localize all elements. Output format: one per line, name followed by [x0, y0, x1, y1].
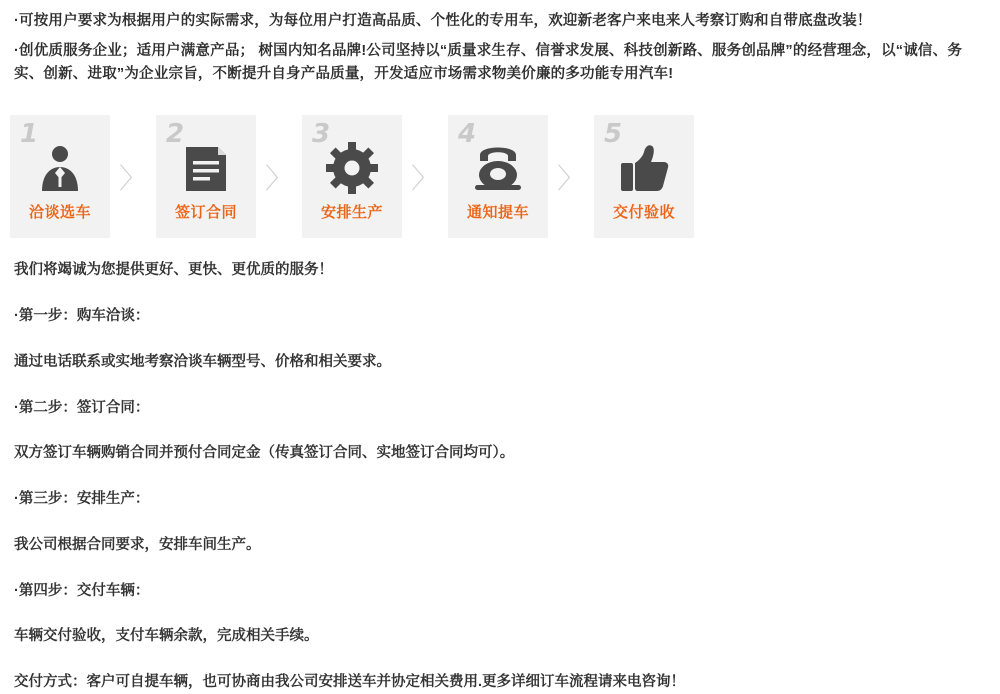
person-icon — [29, 139, 91, 197]
body-paragraph-7: 我公司根据合同要求，安排车间生产。 — [14, 536, 261, 553]
step-number: 4 — [458, 119, 477, 150]
intro-line-2: ·创优质服务企业；适用户满意产品； 树国内知名品牌!公司坚持以“质量求生存、信誉求发展、科技创新路、服务创品牌”的经营理念，以“诚信、务实、创新、进取”为企业宗旨，不断提升自身产品质量，开发适应市场需求物美价廉的多功能专用汽车! — [14, 43, 963, 82]
body-paragraph-4: ·第二步：签订合同： — [14, 399, 150, 416]
body-paragraph-10: 交付方式：客户可自提车辆，也可协商由我公司安排送车并协定相关费用.更多详细订车流程请来电咨询！ — [14, 674, 686, 691]
body-paragraph-8: ·第四步：交付车辆： — [14, 582, 150, 599]
intro-section — [0, 0, 1000, 85]
step-card-3 — [302, 115, 402, 238]
step-label: 安排生产 — [320, 204, 383, 222]
step-card-5 — [594, 115, 694, 238]
thumbs-up-icon — [613, 139, 675, 197]
document-icon — [175, 139, 237, 197]
chevron-right-icon-4: 〉 — [556, 161, 585, 195]
step-card-1 — [10, 115, 110, 238]
step-card-4 — [448, 115, 548, 238]
body-paragraph-6: ·第三步：安排生产： — [14, 491, 150, 508]
step-number: 5 — [604, 119, 623, 150]
step-label: 通知提车 — [466, 204, 529, 222]
intro-line-1: ·可按用户要求为根据用户的实际需求，为每位用户打造高品质、个性化的专用车，欢迎新老客户来电来人考察订购和自带底盘改装！ — [14, 13, 872, 29]
step-label: 签订合同 — [174, 204, 237, 222]
step-label: 交付验收 — [612, 204, 675, 222]
step-number: 2 — [166, 119, 185, 150]
step-card-2 — [156, 115, 256, 238]
step-number: 1 — [20, 119, 39, 150]
process-description — [0, 238, 1000, 694]
body-paragraph-3: 通过电话联系或实地考察洽谈车辆型号、价格和相关要求。 — [14, 353, 391, 370]
gear-icon — [321, 139, 383, 197]
process-steps — [10, 115, 1000, 238]
body-paragraph-1: 我们将竭诚为您提供更好、更快、更优质的服务！ — [14, 262, 333, 279]
chevron-right-icon-1: 〉 — [118, 161, 147, 195]
body-paragraph-2: ·第一步：购车洽谈： — [14, 308, 150, 325]
step-label: 洽谈选车 — [28, 204, 91, 222]
chevron-right-icon-2: 〉 — [264, 161, 293, 195]
telephone-icon — [467, 139, 529, 197]
body-paragraph-5: 双方签订车辆购销合同并预付合同定金（传真签订合同、实地签订合同均可）。 — [14, 445, 515, 462]
chevron-right-icon-3: 〉 — [410, 161, 439, 195]
body-paragraph-9: 车辆交付验收，支付车辆余款，完成相关手续。 — [14, 628, 319, 645]
step-number: 3 — [312, 119, 331, 150]
